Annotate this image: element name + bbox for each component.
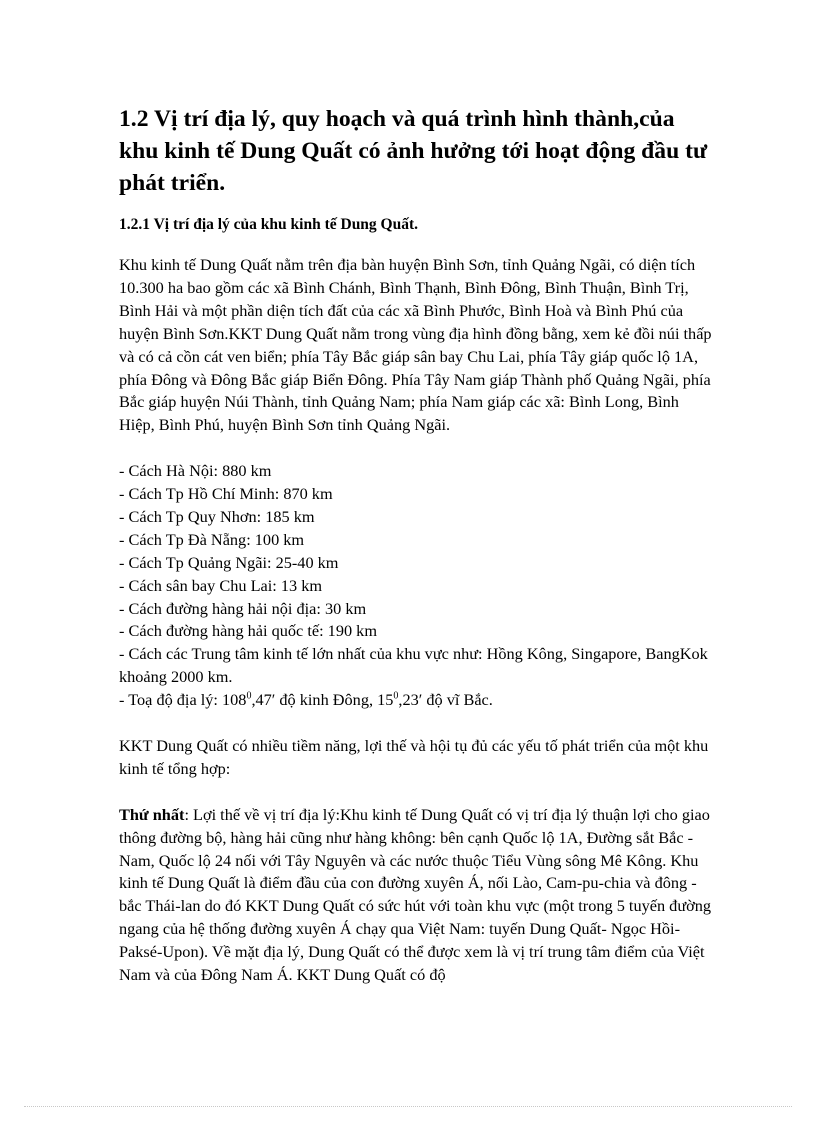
- distance-item: - Cách Tp Quảng Ngãi: 25-40 km: [119, 552, 339, 572]
- section-heading: 1.2 Vị trí địa lý, quy hoạch và quá trình hình thành,của khu kinh tế Dung Quất có ảnh hưởng tới hoạt động đầu tư phát triển.: [119, 106, 708, 196]
- coord-degree-1: 0: [246, 690, 252, 702]
- paragraph-gap: [119, 712, 716, 735]
- distance-item: - Cách Tp Đà Nẵng: 100 km: [119, 529, 305, 549]
- distance-item: - Cách các Trung tâm kinh tế lớn nhất của khu vực như: Hồng Kông, Singapore, BangKok khoảng 2000 km.: [119, 644, 708, 687]
- page-bottom-rule: [24, 1106, 792, 1107]
- coord-degree-2: 0: [393, 690, 399, 702]
- distance-list: [119, 460, 716, 712]
- coordinates-item: [119, 689, 716, 712]
- paragraph-gap: [119, 781, 716, 804]
- distance-item: - Cách Tp Hồ Chí Minh: 870 km: [119, 484, 333, 504]
- distance-item: - Cách sân bay Chu Lai: 13 km: [119, 575, 323, 595]
- coord-prefix: - Toạ độ địa lý: 108: [119, 690, 247, 710]
- coord-middle: ,47′ độ kinh Đông, 15: [251, 690, 394, 710]
- distance-item: - Cách đường hàng hải quốc tế: 190 km: [119, 621, 377, 641]
- first-advantage-paragraph: [119, 804, 716, 987]
- first-advantage-text: : Lợi thế về vị trí địa lý:Khu kinh tế Dung Quất có vị trí địa lý thuận lợi cho giao thông đường bộ, hàng hải cũng như hàng không: bên cạnh Quốc lộ 1A, Đường sắt Bắc - Nam, Quốc lộ 24 nối với Tây Nguyên và các nước thuộc Tiểu Vùng sông Mê Kông. Khu kinh tế Dung Quất là điểm đầu của con đường xuyên Á, nối Lào, Cam-pu-chia và đông - bắc Thái-lan do đó KKT Dung Quất có sức hút với toàn khu vực (một trong 5 tuyến đường ngang của hệ thống đường xuyên Á chạy qua Việt Nam: tuyến Dung Quất- Ngọc Hồi-Paksé-Upon). Về mặt địa lý, Dung Quất có thể được xem là vị trí trung tâm điểm của Việt Nam và của Đông Nam Á. KKT Dung Quất có độ: [119, 804, 712, 985]
- distance-item: - Cách Tp Quy Nhơn: 185 km: [119, 506, 315, 526]
- subsection-heading: 1.2.1 Vị trí địa lý của khu kinh tế Dung Quất.: [119, 216, 419, 233]
- first-advantage-lead: Thứ nhất: [119, 804, 185, 824]
- paragraph-gap: [119, 437, 716, 460]
- distance-item: - Cách Hà Nội: 880 km: [119, 461, 272, 481]
- distance-item: - Cách đường hàng hải nội địa: 30 km: [119, 598, 367, 618]
- coord-suffix: ,23′ độ vĩ Bắc.: [398, 690, 493, 710]
- potential-paragraph: KKT Dung Quất có nhiều tiềm năng, lợi thế và hội tụ đủ các yếu tố phát triển của một khu kinh tế tổng hợp:: [119, 736, 709, 778]
- intro-paragraph: Khu kinh tế Dung Quất nằm trên địa bàn huyện Bình Sơn, tỉnh Quảng Ngãi, có diện tích 10.300 ha bao gồm các xã Bình Chánh, Bình Thạnh, Bình Đông, Bình Thuận, Bình Trị, Bình Hải và một phần diện tích đất của các xã Bình Phước, Bình Hoà và Bình Phú của huyện Bình Sơn.KKT Dung Quất nằm trong vùng địa hình đồng bằng, xem kẻ đồi núi thấp và có cả cồn cát ven biển; phía Tây Bắc giáp sân bay Chu Lai, phía Tây giáp quốc lộ 1A, phía Đông và Đông Bắc giáp Biển Đông. Phía Tây Nam giáp Thành phố Quảng Ngãi, phía Bắc giáp huyện Núi Thành, tỉnh Quảng Nam; phía Nam giáp các xã: Bình Long, Bình Hiệp, Bình Phú, huyện Bình Sơn tỉnh Quảng Ngãi.: [119, 255, 712, 435]
